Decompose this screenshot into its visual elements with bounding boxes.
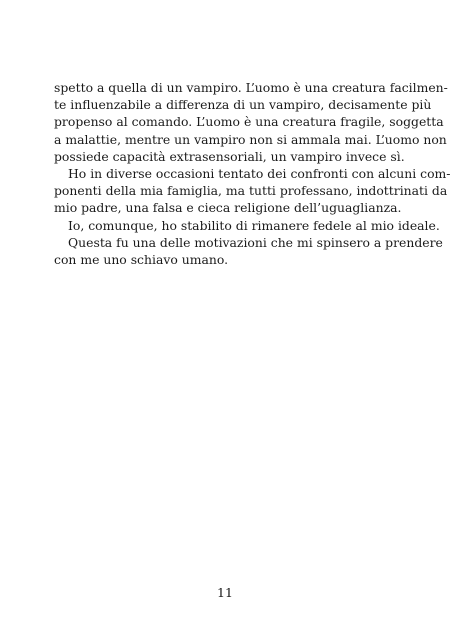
text-line: mio padre, una falsa e cieca religione dell’uguaglianza. bbox=[54, 200, 402, 216]
text-line: propenso al comando. L’uomo è una creatura fragile, soggetta bbox=[54, 114, 444, 130]
text-line: Ho in diverse occasioni tentato dei confronti con alcuni com- bbox=[68, 166, 450, 182]
text-line: Questa fu una delle motivazioni che mi spinsero a prendere bbox=[68, 234, 443, 250]
text-line: con me uno schiavo umano. bbox=[54, 252, 229, 268]
text-line: spetto a quella di un vampiro. L’uomo è una creatura facilmen- bbox=[54, 80, 448, 95]
text-line: a malattie, mentre un vampiro non si ammala mai. L’uomo non bbox=[54, 131, 447, 147]
body-text bbox=[54, 79, 450, 268]
text-line: te influenzabile a differenza di un vampiro, decisamente più bbox=[54, 97, 432, 113]
text-line: possiede capacità extrasensoriali, un vampiro invece sì. bbox=[54, 148, 405, 164]
text-line: Io, comunque, ho stabilito di rimanere fedele al mio ideale. bbox=[68, 217, 440, 233]
text-line: ponenti della mia famiglia, ma tutti professano, indottrinati da bbox=[54, 183, 448, 199]
page-number: 11 bbox=[217, 585, 233, 600]
